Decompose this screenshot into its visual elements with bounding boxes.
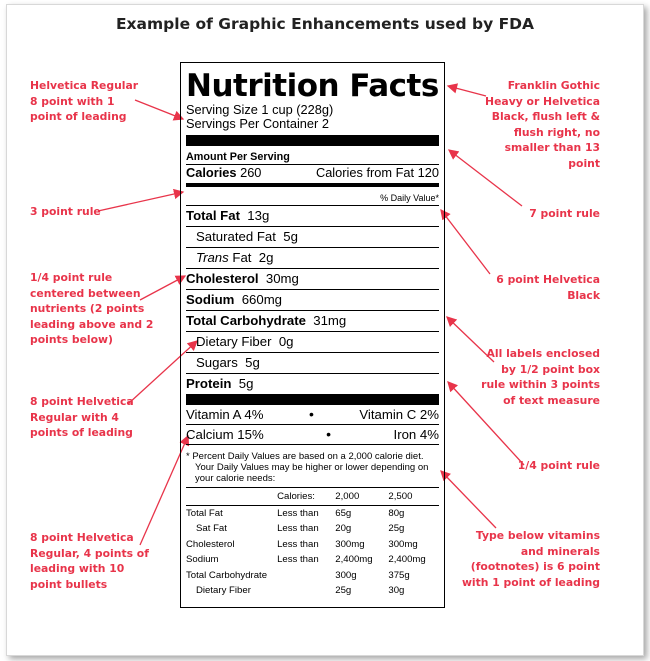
- footnote-table: [186, 489, 439, 599]
- footnote-table-cell: 2,500: [388, 491, 413, 502]
- nutrient-row-trans-fat: [186, 248, 439, 269]
- annotation-box-rule: All labels enclosed by 1/2 point box rule within 3 points of text measure: [481, 347, 600, 407]
- nutrient-suffix: Fat: [232, 250, 252, 265]
- footnote-table-cell: Total Fat: [186, 507, 223, 519]
- nutrient-row-sugars: [186, 353, 439, 374]
- footnote-table-cell: 20g: [335, 523, 352, 534]
- calories-cell: [186, 165, 261, 181]
- nutrient-name: Sugars: [196, 355, 238, 370]
- label-heading: Nutrition Facts: [186, 68, 439, 104]
- vitamin-left: Calcium 15%: [186, 427, 264, 442]
- footnote-table-cell: Sodium: [186, 554, 219, 565]
- footnote-table-cell: 25g: [388, 523, 405, 534]
- vitamin-bullet: •: [326, 426, 332, 442]
- vitamin-bullet: •: [308, 406, 314, 422]
- footnote-table-cell: 25g: [335, 585, 352, 596]
- footnote-table-cell: 300mg: [388, 538, 418, 550]
- footnote-table-cell: Less than: [277, 538, 319, 550]
- nutrient-cell: [186, 206, 269, 226]
- footnote-table-cell: [186, 489, 277, 505]
- footnote: * Percent Daily Values are based on a 2,000 calorie diet. Your Daily Values may be higher or lower depending on your calorie needs:: [186, 451, 429, 484]
- footnote-rule: [186, 487, 439, 488]
- servings-per-container: Servings Per Container 2: [186, 116, 329, 131]
- seven-point-rule: [186, 135, 439, 146]
- nutrient-amount: 2g: [258, 250, 274, 265]
- daily-value-header: % Daily Value*: [186, 191, 439, 206]
- nutrient-name: Dietary Fiber: [196, 334, 272, 349]
- calories-label: Calories: [186, 165, 237, 180]
- nutrient-amount: 31mg: [313, 313, 347, 328]
- calories-row: [186, 165, 439, 181]
- nutrient-amount: 660mg: [241, 292, 283, 307]
- footnote-table-cell: Total Carbohydrate: [186, 569, 268, 581]
- footnote-table-row: [186, 521, 439, 537]
- nutrient-cell: [186, 374, 253, 394]
- footnote-table-cell: 65g: [335, 507, 352, 519]
- footnote-table-cell: Sat Fat: [196, 523, 227, 534]
- annotation-7pt-rule: 7 point rule: [529, 207, 600, 220]
- nutrient-cell: [186, 269, 299, 289]
- footnote-table-cell: 2,000: [335, 491, 360, 502]
- footnote-table-row: [186, 537, 439, 553]
- nutrient-amount: 5g: [238, 376, 254, 391]
- annotation-footnotes: Type below vitamins and minerals (footnotes) is 6 point with 1 point of leading: [461, 529, 600, 589]
- nutrient-cell: [196, 227, 298, 247]
- three-point-rule: [186, 183, 439, 187]
- nutrient-name: Total Fat: [186, 208, 240, 223]
- nutrient-amount: 5g: [245, 355, 260, 370]
- nutrient-amount: 0g: [278, 334, 294, 349]
- vitamin-row: [186, 405, 439, 425]
- annotation-quarter-rule: 1/4 point rule: [517, 459, 600, 472]
- nutrient-amount: 13g: [247, 208, 270, 223]
- calories-value: 260: [240, 165, 262, 180]
- nutrient-name: Sodium: [186, 292, 235, 307]
- annotation-8pt-regular: 8 point Helvetica Regular with 4 points of leading: [30, 395, 134, 439]
- footnote-table-header: [186, 489, 439, 505]
- nutrient-cell: [196, 248, 273, 268]
- footnote-table-cell: 30g: [388, 585, 405, 596]
- nutrient-name: Total Carbohydrate: [186, 313, 306, 328]
- nutrient-row-cholesterol: [186, 269, 439, 290]
- nutrient-row-saturated-fat: [186, 227, 439, 248]
- nutrient-row-sodium: [186, 290, 439, 311]
- nutrient-row-protein: [186, 374, 439, 394]
- nutrient-name: Saturated Fat: [196, 229, 276, 244]
- annotation-6pt-black: 6 point Helvetica Black: [496, 273, 600, 302]
- nutrient-amount: 30mg: [265, 271, 299, 286]
- nutrient-cell: [196, 353, 260, 373]
- vitamin-right: Vitamin C 2%: [359, 407, 439, 422]
- vitamin-right: Iron 4%: [393, 427, 439, 442]
- nutrient-name: Protein: [186, 376, 232, 391]
- footnote-table-cell: Less than: [277, 523, 319, 534]
- amount-per-serving: Amount Per Serving: [186, 151, 290, 163]
- footnote-table-cell: 2,400mg: [388, 554, 426, 565]
- footnote-table-cell: 375g: [388, 569, 410, 581]
- nutrient-row-dietary-fiber: [186, 332, 439, 353]
- footnote-table-cell: Dietary Fiber: [196, 585, 251, 596]
- footnote-table-row: [186, 552, 439, 568]
- nutrition-facts-label: [180, 62, 445, 608]
- footnote-table-cell: [277, 568, 335, 584]
- footnote-table-cell: Cholesterol: [186, 538, 235, 550]
- nutrient-row-total-fat: [186, 206, 439, 227]
- annotation-3pt-rule: 3 point rule: [30, 205, 101, 218]
- annotation-franklin-gothic: Franklin Gothic Heavy or Helvetica Black, flush left & flush right, no smaller than 13 point: [485, 79, 600, 170]
- footnote-table-row: [186, 583, 439, 599]
- footnote-table-row: [186, 505, 439, 521]
- footnote-table-cell: 2,400mg: [335, 554, 373, 565]
- nutrient-name: Trans: [196, 250, 229, 265]
- footnote-table-cell: Less than: [277, 554, 319, 565]
- nutrient-cell: [186, 290, 282, 310]
- footnote-table-cell: Calories:: [277, 491, 315, 502]
- footnote-table-cell: 300g: [335, 569, 357, 581]
- seven-point-rule-protein: [186, 394, 439, 405]
- footnote-table-cell: 300mg: [335, 538, 365, 550]
- serving-size: Serving Size 1 cup (228g): [186, 102, 334, 117]
- footnote-table-cell: [277, 583, 335, 599]
- footnote-table-cell: 80g: [388, 507, 405, 519]
- annotation-helvetica-regular: Helvetica Regular 8 point with 1 point of leading: [30, 79, 139, 123]
- nutrient-row-total-carbohydrate: [186, 311, 439, 332]
- nutrient-name: Cholesterol: [186, 271, 259, 286]
- calories-from-fat: Calories from Fat 120: [315, 165, 439, 180]
- nutrient-cell: [186, 311, 346, 331]
- figure-title: Example of Graphic Enhancements used by FDA: [115, 15, 535, 33]
- vitamin-left: Vitamin A 4%: [186, 407, 264, 422]
- footnote-table-row: [186, 568, 439, 584]
- footnote-table-cell: Less than: [277, 507, 319, 519]
- vitamin-row: [186, 425, 439, 445]
- annotation-quarter-rule-centered: 1/4 point rule centered between nutrients (2 points leading above and 2 points below): [30, 271, 154, 346]
- annotation-8pt-bullets: 8 point Helvetica Regular, 4 points of leading with 10 point bullets: [30, 531, 149, 591]
- nutrient-cell: [196, 332, 293, 352]
- nutrient-amount: 5g: [283, 229, 298, 244]
